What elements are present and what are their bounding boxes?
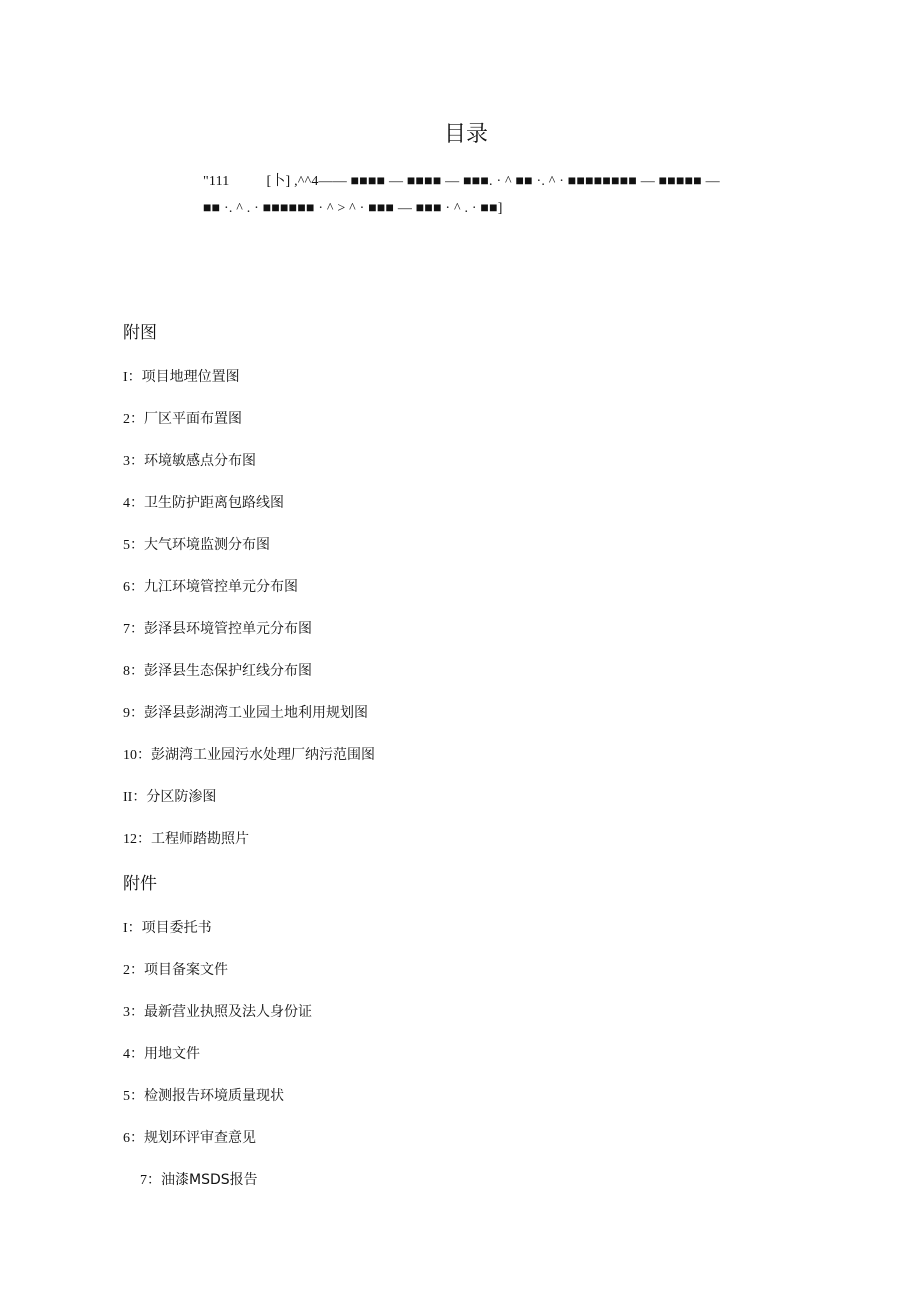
item-text: 规划环评审查意见: [144, 1130, 256, 1146]
figure-item-11: [123, 787, 216, 808]
item-text: 卫生防护距离包路线图: [144, 495, 284, 511]
attachment-item-3: [123, 1002, 312, 1023]
item-number: 7：: [140, 1173, 161, 1188]
item-text: 用地文件: [144, 1046, 200, 1062]
item-text: 彭泽县环境管控单元分布图: [144, 621, 312, 637]
figure-item-6: [123, 577, 298, 598]
item-text: 油漆MSDS报告: [161, 1172, 258, 1188]
item-text: 彭湖湾工业园污水处理厂纳污范围图: [151, 747, 375, 763]
item-number: 5：: [123, 538, 144, 553]
item-number: I：: [123, 921, 142, 936]
item-number: 9：: [123, 706, 144, 721]
figure-item-10: [123, 745, 375, 766]
item-number: 4：: [123, 496, 144, 511]
item-text: 彭泽县生态保护红线分布图: [144, 663, 312, 679]
figure-item-7: [123, 619, 312, 640]
item-number: II：: [123, 790, 147, 805]
figure-item-4: [123, 493, 284, 514]
garbled-toc-line-2: ■■ ·. ^ . · ■■■■■■ · ^ > ^ · ■■■ — ■■■ · ^ . · ■■]: [203, 201, 503, 216]
item-number: 6：: [123, 1131, 144, 1146]
attachment-item-1: [123, 918, 212, 939]
figures-heading: 附图: [123, 323, 157, 343]
figure-item-8: [123, 661, 312, 682]
figure-item-2: [123, 409, 242, 430]
item-number: 5：: [123, 1089, 144, 1104]
item-number: 3：: [123, 1005, 144, 1020]
garbled-toc-line-1: "111 [卜] ,^^4—— ■■■■ — ■■■■ — ■■■. · ^ ■■ ·. ^ · ■■■■■■■■ — ■■■■■ —: [203, 174, 720, 189]
item-text: 项目备案文件: [144, 962, 228, 978]
item-number: 4：: [123, 1047, 144, 1062]
item-number: 2：: [123, 412, 144, 427]
item-text: 九江环境管控单元分布图: [144, 579, 298, 595]
attachments-heading: 附件: [123, 874, 157, 894]
item-text: 项目委托书: [141, 920, 212, 936]
item-number: 6：: [123, 580, 144, 595]
item-number: 12：: [123, 832, 151, 847]
attachment-item-7: [140, 1170, 258, 1191]
attachment-item-5: [123, 1086, 284, 1107]
figure-item-5: [123, 535, 270, 556]
item-text: 项目地理位置图: [141, 369, 240, 385]
item-number: 8：: [123, 664, 144, 679]
item-text: 环境敏感点分布图: [144, 453, 256, 469]
attachment-item-4: [123, 1044, 200, 1065]
figure-item-12: [123, 829, 249, 850]
item-text: 检测报告环境质量现状: [144, 1088, 284, 1104]
item-number: I：: [123, 370, 142, 385]
item-text: 最新营业执照及法人身份证: [144, 1004, 312, 1020]
item-text: 大气环境监测分布图: [144, 537, 270, 553]
item-text: 厂区平面布置图: [144, 411, 242, 427]
item-number: 3：: [123, 454, 144, 469]
item-text: 分区防渗图: [146, 789, 217, 805]
attachment-item-6: [123, 1128, 256, 1149]
figure-item-3: [123, 451, 256, 472]
figure-item-1: [123, 367, 240, 388]
item-text: 工程师踏勘照片: [151, 831, 249, 847]
item-number: 2：: [123, 963, 144, 978]
item-text: 彭泽县彭湖湾工业园土地利用规划图: [144, 705, 368, 721]
item-number: 7：: [123, 622, 144, 637]
item-number: 10：: [123, 748, 151, 763]
page-title: 目录: [443, 122, 488, 147]
figure-item-9: [123, 703, 368, 724]
attachment-item-2: [123, 960, 228, 981]
